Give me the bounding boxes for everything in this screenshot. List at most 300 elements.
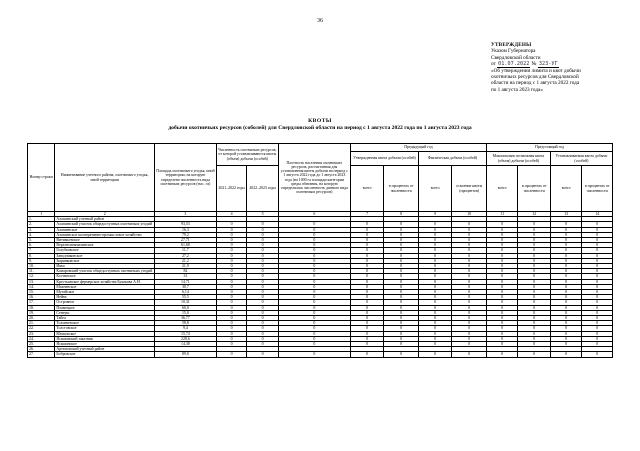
value-cell: 0 <box>582 321 613 326</box>
value-cell: 0 <box>452 238 487 243</box>
value-cell: 0 <box>278 284 350 289</box>
value-cell: 0 <box>350 269 384 274</box>
value-cell: 0 <box>486 290 517 295</box>
document-subtitle: добычи охотничьих ресурсов (соболей) для Свердловской области на период с 1 августа 2022 года по 1 августа 2023 года <box>168 125 472 131</box>
value-cell: 0 <box>550 321 581 326</box>
value-cell: 55,5 <box>154 295 216 300</box>
value-cell: 0 <box>216 269 246 274</box>
document-heading <box>0 118 640 132</box>
value-cell: 0 <box>350 321 384 326</box>
column-number: 5 <box>247 212 278 217</box>
row-number-cell: 18. <box>28 305 55 310</box>
territory-name-cell: Заводчиковское <box>55 253 155 258</box>
value-cell: 15,74 <box>154 331 216 336</box>
value-cell: 0 <box>216 295 246 300</box>
value-cell: 0 <box>486 258 517 263</box>
value-cell: 61,68 <box>154 243 216 248</box>
value-cell: 0 <box>418 274 452 279</box>
value-cell: 0 <box>452 300 487 305</box>
value-cell: 0 <box>550 264 581 269</box>
value-cell: 0 <box>247 238 278 243</box>
value-cell: 0 <box>350 310 384 315</box>
table-header <box>28 144 613 217</box>
value-cell: 0 <box>350 264 384 269</box>
row-number-cell: 9. <box>28 258 55 263</box>
value-cell: 0 <box>350 284 384 289</box>
value-cell: 0 <box>550 222 581 227</box>
value-cell: 0 <box>384 295 419 300</box>
row-number-cell: 5. <box>28 238 55 243</box>
value-cell: 0 <box>350 352 384 357</box>
value-cell: 0 <box>518 269 550 274</box>
value-cell: 0 <box>384 258 419 263</box>
value-cell: 0 <box>216 274 246 279</box>
value-cell: 0 <box>518 253 550 258</box>
value-cell: 0 <box>247 336 278 341</box>
value-cell: 0 <box>486 326 517 331</box>
value-cell: 0 <box>452 331 487 336</box>
row-number-cell: 3. <box>28 227 55 232</box>
approval-line: по 1 августа 2023 года» <box>491 86 543 93</box>
value-cell: 0 <box>582 316 613 321</box>
approval-line: области на период с 1 августа 2022 года <box>491 80 580 87</box>
value-cell: 0 <box>384 238 419 243</box>
date-prefix: от <box>491 61 496 68</box>
value-cell: 0 <box>418 238 452 243</box>
value-cell: 0 <box>247 253 278 258</box>
value-cell: 0 <box>550 326 581 331</box>
value-cell: 0 <box>384 264 419 269</box>
value-cell: 21,2 <box>154 258 216 263</box>
value-cell: 0 <box>418 243 452 248</box>
column-number: 2 <box>55 212 155 217</box>
value-cell: 0 <box>518 258 550 263</box>
territory-name-cell: Алапаевское кооперативно-промысловое хозяйство <box>55 232 155 237</box>
value-cell: 0 <box>582 336 613 341</box>
header-actual-percent: освоение квоты (процентов) <box>452 166 487 212</box>
value-cell: 0 <box>418 279 452 284</box>
value-cell: 0 <box>247 243 278 248</box>
column-number: 9 <box>418 212 452 217</box>
value-cell: 0 <box>418 290 452 295</box>
value-cell: 0 <box>452 342 487 347</box>
value-cell: 0 <box>582 269 613 274</box>
column-number: 4 <box>216 212 246 217</box>
header-actual-total: всего <box>418 166 452 212</box>
value-cell: 0 <box>582 274 613 279</box>
column-number: 13 <box>550 212 581 217</box>
header-approved-total: всего <box>350 166 384 212</box>
value-cell: 0 <box>486 321 517 326</box>
value-cell: 0 <box>216 305 246 310</box>
value-cell: 0 <box>486 342 517 347</box>
column-number: 12 <box>518 212 550 217</box>
value-cell: 0 <box>247 258 278 263</box>
value-cell: 0 <box>247 248 278 253</box>
value-cell: 0 <box>350 232 384 237</box>
value-cell: 0 <box>486 305 517 310</box>
value-cell: 0 <box>384 232 419 237</box>
header-row-number: Номер строки <box>28 144 55 212</box>
value-cell: 0 <box>247 352 278 357</box>
value-cell: 0 <box>582 232 613 237</box>
quota-table <box>27 143 613 358</box>
value-cell: 228,6 <box>154 336 216 341</box>
territory-name-cell: Махневское <box>55 284 155 289</box>
value-cell: 0 <box>247 326 278 331</box>
value-cell: 0 <box>384 227 419 232</box>
value-cell: 0 <box>452 310 487 315</box>
value-cell: 0 <box>486 232 517 237</box>
approval-date: 01.07.2022 <box>498 61 530 68</box>
value-cell: 0 <box>518 248 550 253</box>
value-cell: 0 <box>518 227 550 232</box>
row-number-cell: 7. <box>28 248 55 253</box>
value-cell: 0 <box>582 300 613 305</box>
value-cell: 0 <box>247 295 278 300</box>
value-cell: 0 <box>216 227 246 232</box>
value-cell: 0 <box>486 274 517 279</box>
value-cell: 0 <box>518 342 550 347</box>
value-cell: 0 <box>452 279 487 284</box>
value-cell: 0 <box>486 269 517 274</box>
value-cell: 0 <box>582 295 613 300</box>
value-cell: 0 <box>582 248 613 253</box>
value-cell: 0 <box>550 274 581 279</box>
value-cell: 0 <box>384 300 419 305</box>
value-cell: 0 <box>486 300 517 305</box>
value-cell: 0 <box>350 222 384 227</box>
value-cell: 0 <box>350 295 384 300</box>
value-cell: 0 <box>350 243 384 248</box>
row-number-cell: 26. <box>28 347 55 352</box>
value-cell: 15,0 <box>154 310 216 315</box>
document-title: КВОТЫ <box>308 118 332 124</box>
value-cell: 27,71 <box>154 238 216 243</box>
value-cell: 0 <box>247 269 278 274</box>
value-cell: 0 <box>418 248 452 253</box>
territory-name-cell: Толстовское <box>55 326 155 331</box>
value-cell: 0 <box>247 331 278 336</box>
column-number: 10 <box>452 212 487 217</box>
value-cell: 0 <box>216 253 246 258</box>
value-cell: 0 <box>518 300 550 305</box>
value-cell: 0 <box>452 253 487 258</box>
value-cell: 0 <box>418 342 452 347</box>
value-cell: 0 <box>486 336 517 341</box>
value-cell: 0 <box>418 284 452 289</box>
value-cell: 0 <box>452 264 487 269</box>
header-max-total: всего <box>486 166 517 212</box>
row-number-cell: 12. <box>28 274 55 279</box>
value-cell: 0 <box>550 352 581 357</box>
value-cell: 21,9 <box>154 264 216 269</box>
value-cell: 0 <box>350 316 384 321</box>
approval-line: Свердловской области <box>491 54 541 61</box>
value-cell: 0 <box>486 264 517 269</box>
value-cell: 0 <box>384 352 419 357</box>
value-cell: 0 <box>486 243 517 248</box>
value-cell: 0 <box>247 342 278 347</box>
value-cell: 0 <box>350 227 384 232</box>
value-cell: 0 <box>582 326 613 331</box>
value-cell: 0 <box>518 279 550 284</box>
value-cell: 0 <box>384 316 419 321</box>
value-cell: 0 <box>582 290 613 295</box>
value-cell: 0 <box>486 316 517 321</box>
value-cell: 0 <box>418 352 452 357</box>
value-cell: 10,31 <box>154 300 216 305</box>
value-cell: 0 <box>384 331 419 336</box>
value-cell: 0 <box>350 258 384 263</box>
row-number-cell: 23. <box>28 331 55 336</box>
value-cell: 0 <box>278 331 350 336</box>
value-cell: 0 <box>247 290 278 295</box>
value-cell: 0 <box>216 316 246 321</box>
value-cell: 0 <box>384 321 419 326</box>
row-number-cell: 21. <box>28 321 55 326</box>
value-cell: 0 <box>582 284 613 289</box>
value-cell: 82 <box>154 269 216 274</box>
value-cell: 0 <box>418 331 452 336</box>
row-number-cell: 13. <box>28 279 55 284</box>
column-number: 14 <box>582 212 613 217</box>
value-cell: 0 <box>518 295 550 300</box>
value-cell: 0 <box>550 336 581 341</box>
value-cell: 0 <box>418 336 452 341</box>
value-cell: 0 <box>278 222 350 227</box>
value-cell: 9,4 <box>154 326 216 331</box>
value-cell: 0 <box>582 342 613 347</box>
value-cell: 0 <box>216 258 246 263</box>
value-cell: 0 <box>278 279 350 284</box>
value-cell: 0 <box>550 258 581 263</box>
value-cell: 0 <box>452 316 487 321</box>
value-cell: 0 <box>518 331 550 336</box>
value-cell: 0 <box>582 331 613 336</box>
page-number: 36 <box>317 18 323 24</box>
value-cell: 0 <box>278 290 350 295</box>
row-number-cell: 1. <box>28 217 55 222</box>
value-cell: 0 <box>278 300 350 305</box>
value-cell: 0 <box>550 342 581 347</box>
value-cell: 0 <box>452 295 487 300</box>
value-cell: 0 <box>550 305 581 310</box>
value-cell: 0 <box>452 227 487 232</box>
value-cell: 0 <box>278 264 350 269</box>
value-cell: 0 <box>452 243 487 248</box>
value-cell: 0 <box>518 326 550 331</box>
value-cell: 0 <box>550 253 581 258</box>
territory-name-cell: Нейва <box>55 295 155 300</box>
header-previous-year: Предыдущий год <box>350 144 486 152</box>
value-cell: 0 <box>384 326 419 331</box>
column-number: 1 <box>28 212 55 217</box>
value-cell: 0 <box>418 264 452 269</box>
value-cell: 0 <box>350 305 384 310</box>
value-cell: 0 <box>518 274 550 279</box>
territory-name-cell: Бобровское <box>55 352 155 357</box>
value-cell: 0 <box>384 248 419 253</box>
territory-name-cell: Тайга <box>55 316 155 321</box>
value-cell: 0 <box>518 321 550 326</box>
value-cell: 0 <box>278 326 350 331</box>
value-cell: 0 <box>384 284 419 289</box>
value-cell: 0 <box>550 279 581 284</box>
value-cell: 0 <box>452 232 487 237</box>
value-cell: 14,71 <box>154 279 216 284</box>
value-cell: 0 <box>452 222 487 227</box>
value-cell: 0 <box>278 243 350 248</box>
number-prefix: № <box>531 61 537 68</box>
value-cell: 0 <box>350 342 384 347</box>
value-cell: 0 <box>418 227 452 232</box>
row-number-cell: 22. <box>28 326 55 331</box>
column-number: 8 <box>384 212 419 217</box>
value-cell: 0 <box>384 279 419 284</box>
row-number-cell: 15. <box>28 290 55 295</box>
value-cell: 0 <box>216 232 246 237</box>
value-cell: 0 <box>418 326 452 331</box>
value-cell: 0 <box>518 290 550 295</box>
value-cell: 0 <box>452 274 487 279</box>
value-cell: 0 <box>247 300 278 305</box>
value-cell: 0 <box>550 310 581 315</box>
value-cell: 36,77 <box>154 316 216 321</box>
value-cell: 0 <box>550 295 581 300</box>
header-actual-harvest: Фактическая добыча (особей) <box>418 152 486 166</box>
value-cell: 0 <box>550 243 581 248</box>
value-cell: 0 <box>350 238 384 243</box>
territory-name-cell: Комаровский участок общедоступных охотничьих угодий <box>55 269 155 274</box>
value-cell: 0 <box>582 305 613 310</box>
header-max-percent: в процентах от численности <box>518 166 550 212</box>
value-cell: 0 <box>384 290 419 295</box>
value-cell: 0 <box>582 243 613 248</box>
value-cell: 0 <box>278 232 350 237</box>
territory-name-cell: Костинское <box>55 274 155 279</box>
row-number-cell: 17. <box>28 300 55 305</box>
value-cell: 0 <box>247 227 278 232</box>
territory-name-cell: Мугайское <box>55 290 155 295</box>
value-cell: 0 <box>418 300 452 305</box>
value-cell: 0 <box>486 227 517 232</box>
header-population-2021: 2021–2022 годы <box>216 166 246 212</box>
value-cell: 0 <box>418 310 452 315</box>
value-cell: 0 <box>350 274 384 279</box>
value-cell: 0 <box>418 253 452 258</box>
value-cell: 0 <box>550 238 581 243</box>
territory-name-cell: Верхнесинячихинское <box>55 243 155 248</box>
value-cell: 0 <box>247 222 278 227</box>
value-cell: 0 <box>518 243 550 248</box>
value-cell: 0 <box>384 274 419 279</box>
value-cell: 0 <box>452 284 487 289</box>
value-cell: 0 <box>550 227 581 232</box>
value-cell: 0 <box>550 248 581 253</box>
value-cell: 0 <box>582 258 613 263</box>
value-cell: 0 <box>550 316 581 321</box>
header-max-quota: Максимально возможная квота (объем) добычи (особей) <box>486 152 550 166</box>
value-cell: 0 <box>247 310 278 315</box>
value-cell: 0 <box>350 248 384 253</box>
value-cell: 0 <box>278 295 350 300</box>
row-number-cell: 14. <box>28 284 55 289</box>
value-cell: 0 <box>247 284 278 289</box>
approval-line: Указом Губернатора <box>491 48 536 55</box>
value-cell: 0 <box>216 248 246 253</box>
value-cell: 0 <box>518 336 550 341</box>
approval-line: охотничьих ресурсов для Свердловской <box>491 74 579 81</box>
value-cell: 0 <box>278 352 350 357</box>
value-cell: 0 <box>384 342 419 347</box>
value-cell: 0 <box>216 264 246 269</box>
header-name: Наименование учетного района, охотничьего угодья, иной территории <box>55 144 155 212</box>
row-number-cell: 2. <box>28 222 55 227</box>
header-approved-quota: Утвержденная квота добычи (особей) <box>350 152 418 166</box>
value-cell: 0 <box>582 279 613 284</box>
value-cell: 0 <box>278 310 350 315</box>
value-cell: 0 <box>550 232 581 237</box>
value-cell: 0 <box>486 279 517 284</box>
territory-name-cell: Артемовский учетный район <box>55 347 155 352</box>
value-cell: 0 <box>518 310 550 315</box>
value-cell: 31 <box>154 274 216 279</box>
value-cell: 0 <box>247 316 278 321</box>
territory-name-cell: Ясашинский заказник <box>55 336 155 341</box>
header-area: Площадь охотничьего угодья, иной территории, на которую определена численность вида охотничьих ресурсов (тыс. га) <box>154 144 216 212</box>
value-cell: 58,8 <box>154 321 216 326</box>
value-cell: 0 <box>418 222 452 227</box>
value-cell: 0 <box>550 269 581 274</box>
value-cell: 0 <box>216 243 246 248</box>
value-cell: 0 <box>418 321 452 326</box>
value-cell: 0 <box>452 248 487 253</box>
value-cell: 0 <box>486 331 517 336</box>
value-cell: 0 <box>418 258 452 263</box>
value-cell: 0 <box>550 331 581 336</box>
value-cell: 0 <box>216 238 246 243</box>
value-cell: 0 <box>278 305 350 310</box>
value-cell: 27,2 <box>154 253 216 258</box>
value-cell: 0 <box>350 279 384 284</box>
value-cell: 0 <box>486 238 517 243</box>
value-cell: 0 <box>278 253 350 258</box>
value-cell: 0 <box>486 248 517 253</box>
table-body <box>28 217 613 357</box>
value-cell: 0 <box>582 238 613 243</box>
value-cell: 0 <box>350 331 384 336</box>
row-number-cell: 16. <box>28 295 55 300</box>
row-number-cell: 8. <box>28 253 55 258</box>
row-number-cell: 25. <box>28 342 55 347</box>
value-cell: 0 <box>216 284 246 289</box>
value-cell: 0 <box>384 336 419 341</box>
value-cell: 0 <box>486 253 517 258</box>
value-cell: 0 <box>452 258 487 263</box>
value-cell: 0 <box>452 352 487 357</box>
header-next-year: Предстоящий год <box>486 144 612 152</box>
value-cell: 0 <box>582 227 613 232</box>
value-cell: 0 <box>216 331 246 336</box>
territory-name-cell: Ияка <box>55 264 155 269</box>
value-cell: 0 <box>350 253 384 258</box>
value-cell: 0 <box>582 264 613 269</box>
value-cell: 11,7 <box>154 248 216 253</box>
approval-title: УТВЕРЖДЕНЫ <box>491 42 532 48</box>
territory-name-cell: Алапаевский учетный район <box>55 217 155 222</box>
value-cell: 0 <box>418 305 452 310</box>
